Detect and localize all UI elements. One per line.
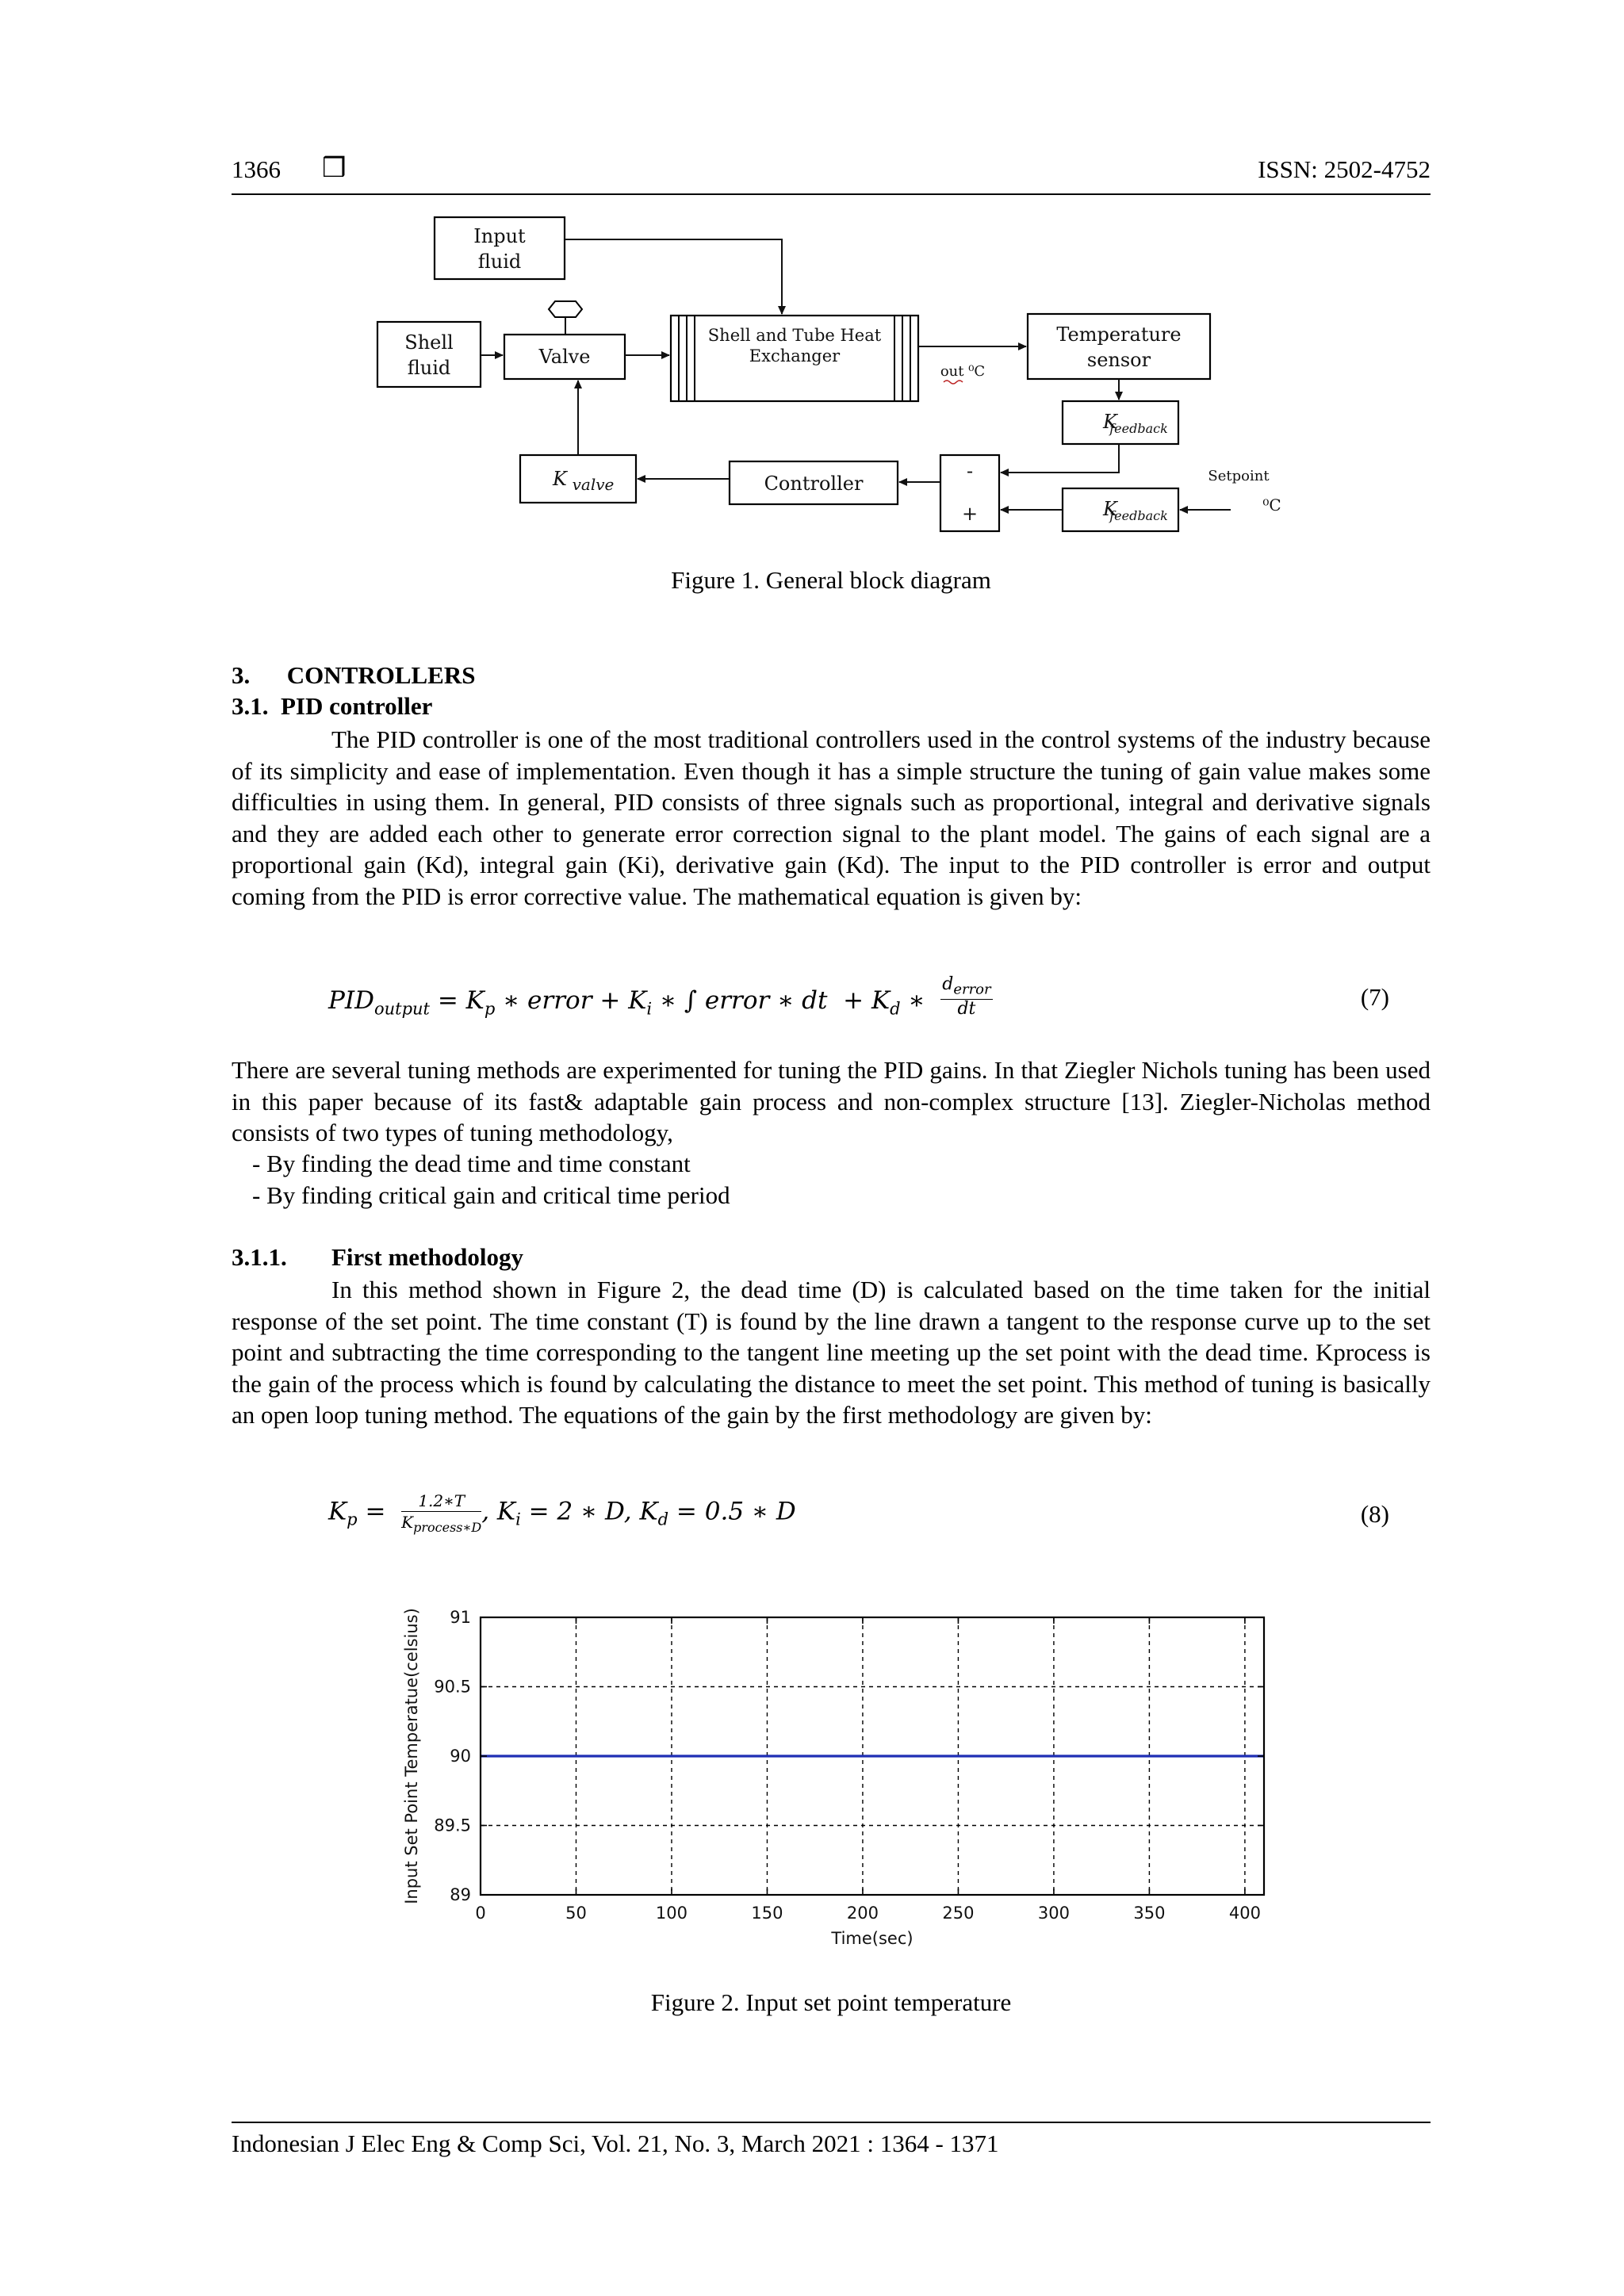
subsubsection-title: First methodology	[331, 1243, 523, 1271]
eq8-sub-d: d	[657, 1510, 669, 1529]
k-feedback-upper-sub: feedback	[1109, 421, 1168, 436]
setpoint-label: Setpoint	[1208, 468, 1270, 484]
chart-x-tick-label: 300	[1037, 1904, 1070, 1923]
chart-y-tick-label: 89.5	[434, 1816, 471, 1835]
chart-x-tick-label: 350	[1133, 1904, 1166, 1923]
block-diagram	[365, 212, 1300, 545]
plus-sign: +	[961, 503, 979, 525]
eq8-fraction	[401, 1490, 481, 1538]
subsection-heading: 3.1. PID controller	[232, 692, 433, 720]
input-fluid-label-2: fluid	[477, 251, 522, 273]
figure1-caption: Figure 1. General block diagram	[671, 566, 991, 594]
k-feedback-lower-main: K	[1103, 498, 1117, 520]
issn: ISSN: 2502-4752	[1258, 155, 1431, 183]
header-rule	[232, 193, 1431, 195]
eq8-lhs: K	[328, 1497, 347, 1526]
eq7-fraction	[940, 975, 992, 1019]
k-valve-main: K	[553, 468, 567, 490]
chart-x-axis-label: Time(sec)	[831, 1929, 914, 1948]
eq7-part1: = K	[429, 986, 485, 1016]
eq7-lhs-sub: output	[373, 999, 430, 1019]
chart-y-axis-label: Input Set Point Temperatue(celsius)	[402, 1608, 421, 1904]
chart-x-tick-label: 200	[846, 1904, 879, 1923]
paragraph-pid-intro	[232, 724, 1431, 912]
minus-sign: -	[966, 460, 974, 482]
eq7-sub-p: p	[484, 999, 496, 1019]
eq7-sub-d: d	[890, 999, 901, 1019]
eq7-frac-den: dt	[957, 999, 976, 1020]
eq8-rest2: = 2 ∗ D, K	[520, 1497, 658, 1526]
chart-x-tick-label: 0	[475, 1904, 486, 1923]
paragraph-text: In this method shown in Figure 2, the dead time (D) is calculated based on the time taken for the initial response of the set point. The time constant (T) is found by the line drawn a tangent to the response curve up to the set point and subtracting the time corresponding to the tangent line meeting up the set point with the dead time. Kprocess is the gain of the process which is found by calculating the distance to meet the set point. This method of tuning is basically an open loop tuning method. The equations of the gain by the first methodology are given by:	[232, 1276, 1431, 1429]
list-item: - By finding the dead time and time constant	[252, 1150, 691, 1177]
setpoint-unit-label: ⁰C	[1262, 496, 1281, 515]
chart-x-tick-label: 400	[1228, 1904, 1261, 1923]
paragraph-text: The PID controller is one of the most traditional controllers used in the control systems of the industry because of its simplicity and ease of implementation. Even though it has a simple structure the tuning of gain value makes some difficulties in using them. In general, PID consists of three signals such as proportional, integral and derivative signals and they are added each other to generate error correction signal to the plant model. The gains of each signal are a proportional gain (Kd), integral gain (Ki), derivative gain (Kd). The input to the PID controller is error and output coming from the PID is error corrective value. The mathematical equation is given by:	[232, 725, 1431, 910]
input-fluid-label-1: Input	[473, 225, 526, 247]
setpoint-temperature-chart	[389, 1594, 1293, 1974]
paragraph-first-methodology	[232, 1274, 1431, 1431]
eq7-lhs: PID	[328, 986, 374, 1016]
k-feedback-upper-main: K	[1103, 411, 1117, 433]
section-heading: 3. CONTROLLERS	[232, 661, 476, 689]
k-valve-sub: valve	[572, 475, 615, 494]
k-feedback-lower-sub: feedback	[1109, 508, 1168, 523]
chart-y-tick-label: 89	[450, 1885, 471, 1904]
eq8-lhs-sub: p	[347, 1510, 358, 1529]
eq8-frac-den-sub: process∗D	[413, 1520, 482, 1535]
chart-x-tick-label: 250	[942, 1904, 975, 1923]
eq8-frac-den: K	[401, 1513, 414, 1532]
chart-x-tick-label: 150	[751, 1904, 783, 1923]
figure2-caption: Figure 2. Input set point temperature	[650, 1988, 1012, 2016]
page-number: 1366	[232, 155, 281, 183]
valve-label: Valve	[538, 346, 591, 368]
chart-x-tick-label: 100	[655, 1904, 688, 1923]
equation-7	[328, 974, 993, 1024]
chart-y-tick-label: 91	[450, 1608, 471, 1627]
shell-fluid-label-1: Shell	[404, 331, 454, 354]
eq7-frac-num-sub: error	[953, 981, 991, 998]
eq7-sub-i: i	[646, 999, 653, 1019]
tuning-bullet-list	[252, 1148, 730, 1211]
chart-x-tick-label: 50	[565, 1904, 587, 1923]
eq7-frac-num: d	[942, 974, 954, 994]
paragraph-tuning-methods	[232, 1054, 1431, 1149]
eq7-part4: ∗	[900, 986, 933, 1016]
eq8-frac-num: 1.2∗T	[401, 1490, 481, 1512]
eq7-part3: ∗ ∫ error ∗ dt + K	[652, 986, 891, 1016]
arrow-input-to-exchanger	[565, 239, 782, 314]
chart-y-tick-label: 90.5	[434, 1677, 471, 1697]
footer-citation: Indonesian J Elec Eng & Comp Sci, Vol. 21, No. 3, March 2021 : 1364 - 1371	[232, 2130, 999, 2157]
eq8-rest1: , K	[481, 1497, 516, 1526]
out-temperature-label: out ⁰C	[940, 363, 986, 380]
equation-7-number: (7)	[1360, 983, 1389, 1011]
eq8-rest3: = 0.5 ∗ D	[668, 1497, 796, 1526]
heat-exchanger-label-1: Shell and Tube Heat	[707, 326, 882, 345]
paragraph-text: There are several tuning methods are experimented for tuning the PID gains. In that Ziegler Nichols tuning has been used in this paper because of its fast& adaptable gain process and non-complex structure [13]. Ziegler-Nicholas method consists of two types of tuning methodology,	[232, 1056, 1431, 1146]
equation-8	[328, 1489, 796, 1536]
footer-rule	[232, 2122, 1431, 2123]
square-icon: ❒	[322, 154, 347, 183]
equation-8-number: (8)	[1360, 1500, 1389, 1528]
temperature-sensor-label-1: Temperature	[1056, 323, 1182, 346]
heat-exchanger-label-2: Exchanger	[749, 346, 841, 365]
valve-actuator-icon	[549, 301, 582, 317]
subsubsection-number: 3.1.1.	[232, 1243, 287, 1271]
arrow-kfeedback-to-sum	[1001, 444, 1119, 473]
chart-y-tick-label: 90	[450, 1747, 471, 1766]
eq8-equals: =	[357, 1497, 394, 1526]
list-item: - By finding critical gain and critical time period	[252, 1181, 730, 1209]
controller-label: Controller	[764, 473, 864, 495]
temperature-sensor-label-2: sensor	[1086, 349, 1151, 371]
eq8-sub-i: i	[515, 1510, 521, 1529]
eq7-part2: ∗ error + K	[495, 986, 647, 1016]
shell-fluid-label-2: fluid	[407, 357, 451, 379]
